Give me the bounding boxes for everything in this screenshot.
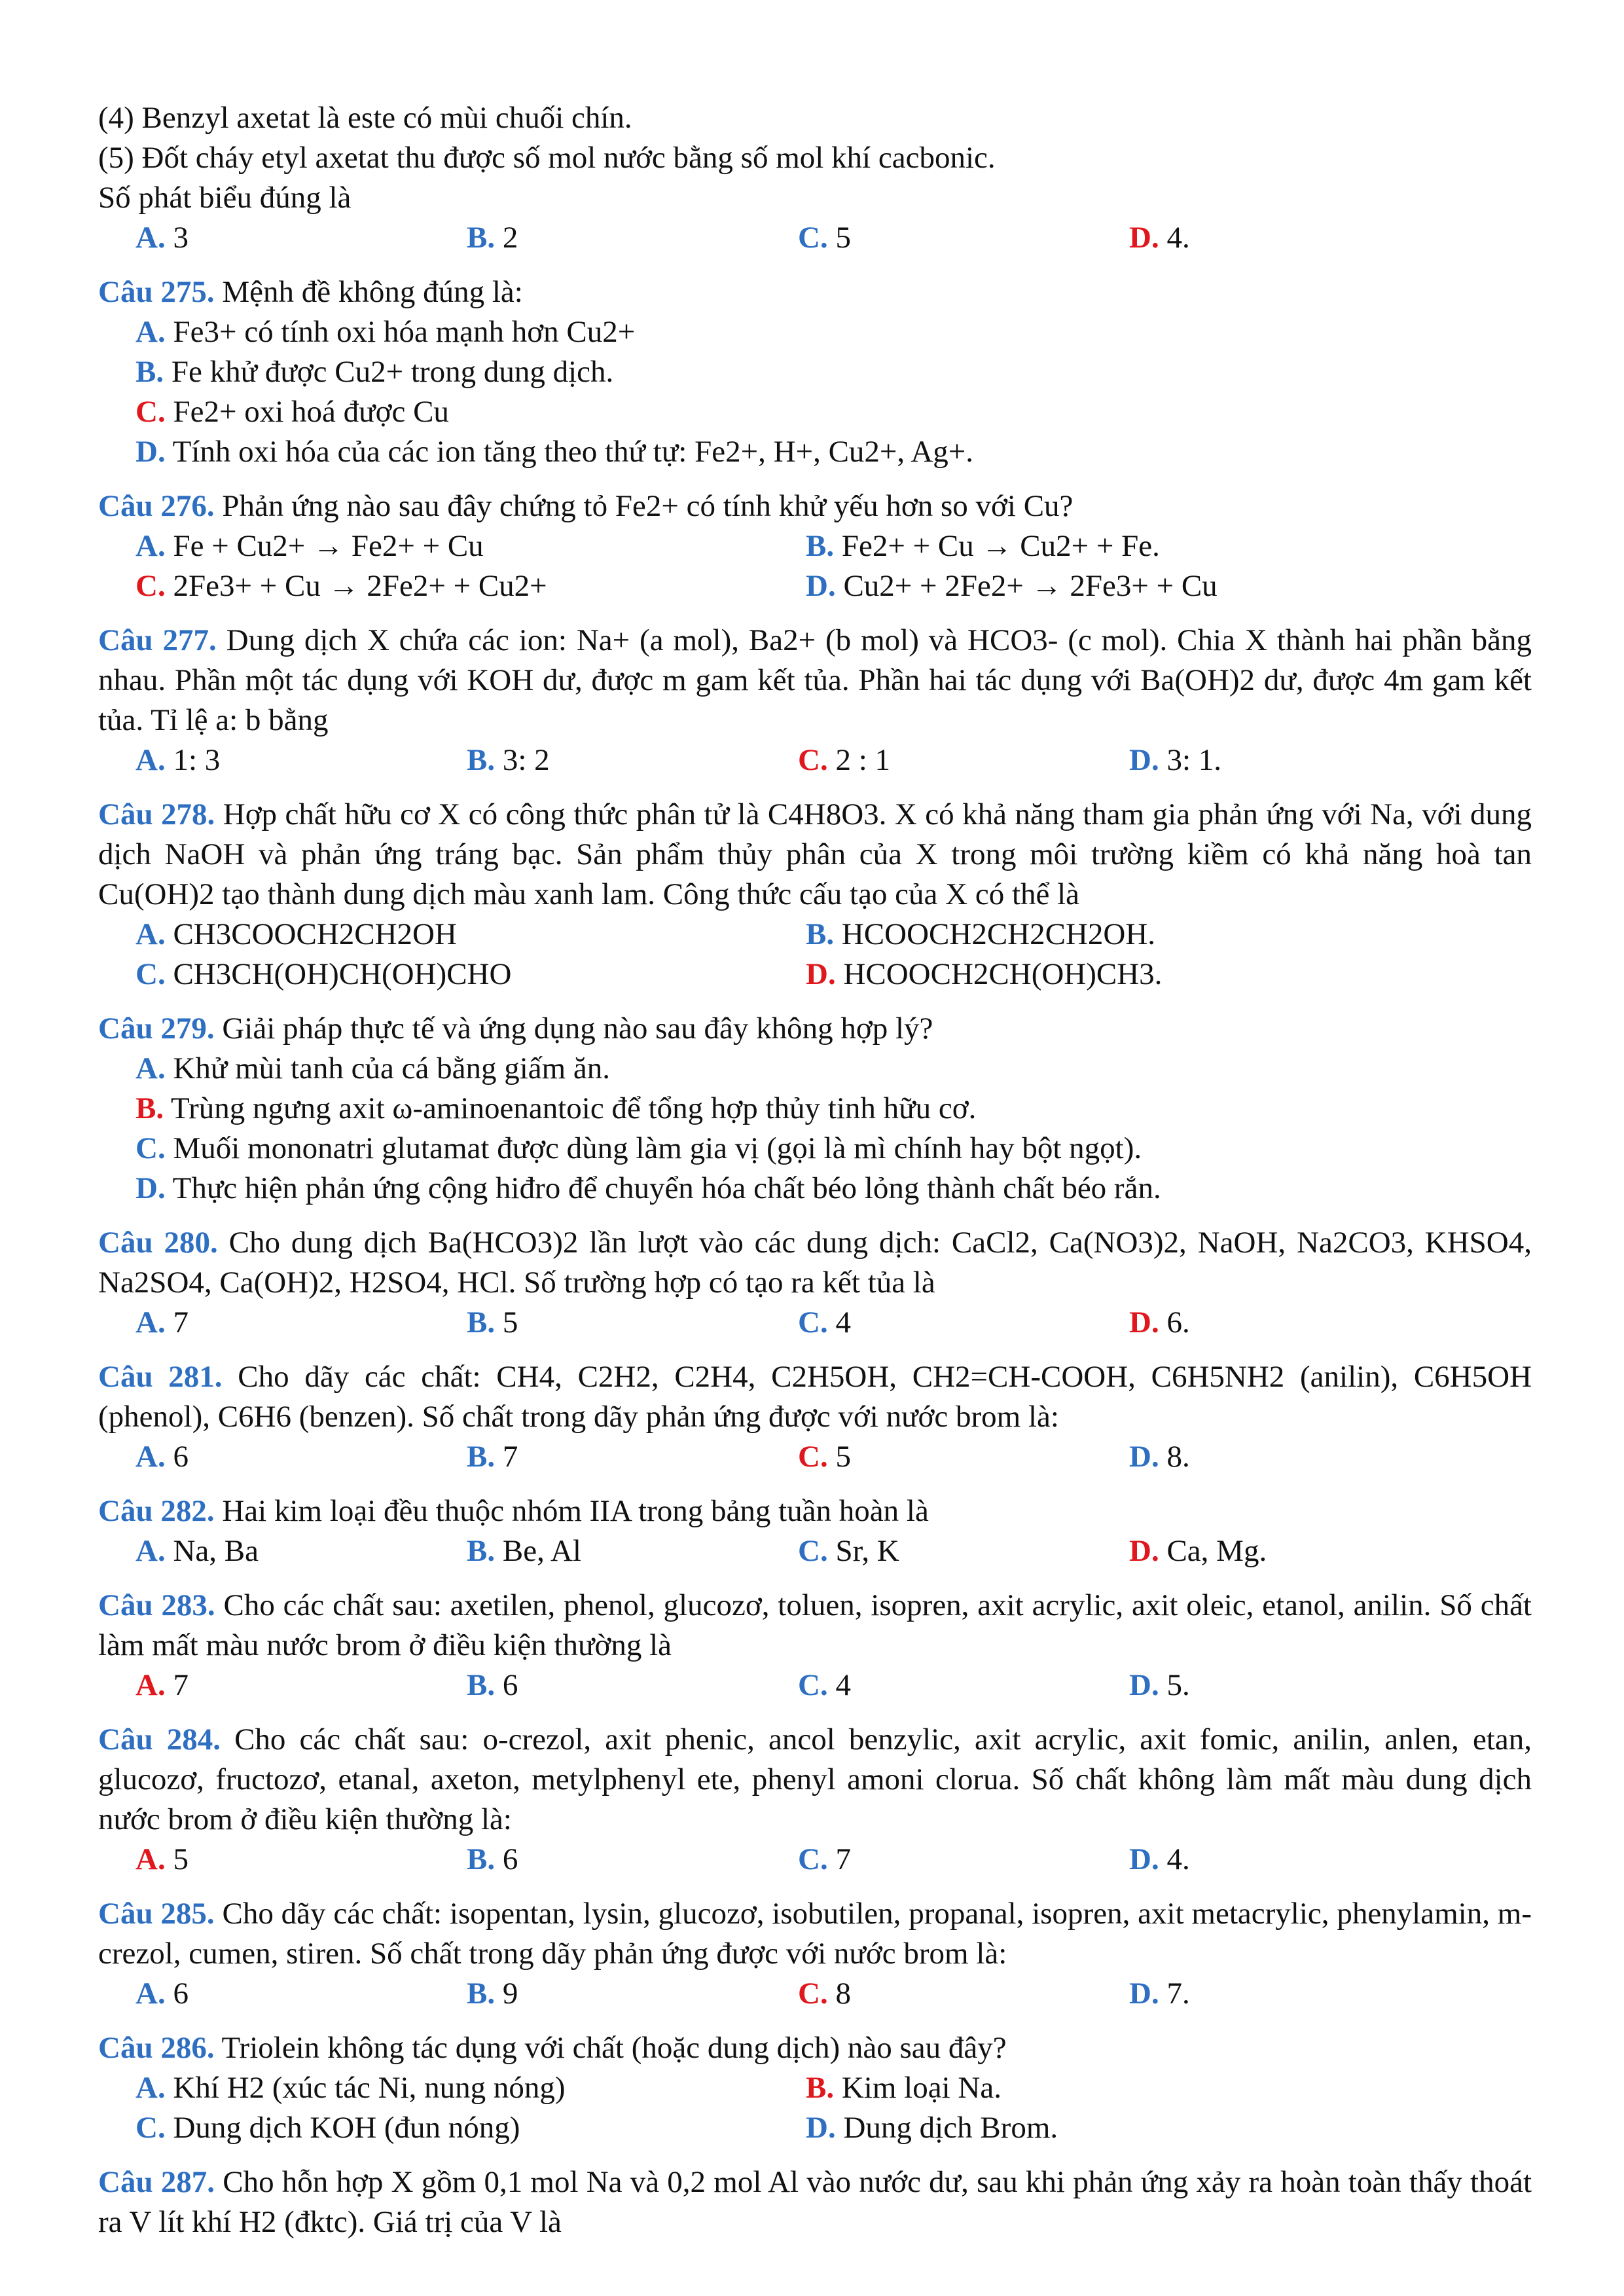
answer-options <box>98 1840 1532 1880</box>
question-text: Cho dung dịch Ba(HCO3)2 lần lượt vào các dung dịch: CaCl2, Ca(NO3)2, NaOH, Na2CO3, KHSO4, Na2SO4, Ca(OH)2, H2SO4, HCl. Số trường hợp có tạo ra kết tủa là <box>98 1226 1532 1300</box>
question-text: Triolein không tác dụng với chất (hoặc dung dịch) nào sau đây? <box>221 2031 1007 2065</box>
option-c[interactable]: C. 2 : 1 <box>798 743 891 777</box>
option-d[interactable]: D. Tính oxi hóa của các ion tăng theo thứ tự: Fe2+, H+, Cu2+, Ag+. <box>135 435 974 469</box>
option-a[interactable]: A. Fe3+ có tính oxi hóa mạnh hơn Cu2+ <box>135 315 636 349</box>
question-number: Câu 285. <box>98 1897 215 1931</box>
question-prompt: Số phát biểu đúng là <box>98 181 352 215</box>
option-c[interactable]: C. Dung dịch KOH (đun nóng) <box>135 2111 520 2145</box>
option-c[interactable]: C. 2Fe3+ + Cu → 2Fe2+ + Cu2+ <box>135 569 547 603</box>
option-c[interactable]: C. Sr, K <box>798 1534 899 1568</box>
option-b[interactable]: B. 2 <box>467 221 518 255</box>
question-text: Cho các chất sau: o-crezol, axit phenic, ancol benzylic, axit acrylic, axit fomic, anilin, anlen, etan, glucozơ, fructozơ, etanal, axeton, metylphenyl ete, phenyl amoni clorua. Số chất không làm mất màu dung dịch nước brom ở điều kiện thường là: <box>98 1722 1532 1836</box>
question-number: Câu 279. <box>98 1011 215 1046</box>
question-279 <box>98 1009 1532 1049</box>
question-number: Câu 280. <box>98 1226 218 1260</box>
exam-page <box>98 98 1532 2242</box>
answer-options <box>98 218 1532 258</box>
question-text: Hai kim loại đều thuộc nhóm IIA trong bảng tuần hoàn là <box>222 1494 929 1528</box>
option-d[interactable]: D. HCOOCH2CH(OH)CH3. <box>806 957 1163 991</box>
answer-options <box>98 1303 1532 1343</box>
option-b[interactable]: B. Trùng ngưng axit ω-aminoenantoic để tổng hợp thủy tinh hữu cơ. <box>135 1091 977 1125</box>
option-d[interactable]: D. 7. <box>1129 1977 1190 2011</box>
option-c[interactable]: C. 5 <box>798 221 851 255</box>
question-277 <box>98 621 1532 740</box>
question-number: Câu 282. <box>98 1494 215 1528</box>
answer-options <box>98 740 1532 780</box>
answer-options-row <box>98 566 1532 606</box>
question-283 <box>98 1586 1532 1666</box>
question-number: Câu 277. <box>98 623 217 657</box>
option-a[interactable]: A. 1: 3 <box>135 743 221 777</box>
question-text: Cho dãy các chất: CH4, C2H2, C2H4, C2H5OH, CH2=CH-COOH, C6H5NH2 (anilin), C6H5OH (phenol), C6H6 (benzen). Số chất trong dãy phản ứng được với nước brom là: <box>98 1360 1532 1434</box>
answer-options <box>98 1531 1532 1571</box>
option-d[interactable]: D. Dung dịch Brom. <box>806 2111 1058 2145</box>
option-c[interactable]: C. 4 <box>798 1305 851 1339</box>
option-a[interactable]: A. Khí H2 (xúc tác Ni, nung nóng) <box>135 2071 566 2105</box>
option-a[interactable]: A. Khử mùi tanh của cá bằng giấm ăn. <box>135 1051 611 1085</box>
answer-options <box>98 1666 1532 1705</box>
answer-options-row <box>98 2108 1532 2148</box>
option-b[interactable]: B. 3: 2 <box>467 743 550 777</box>
option-d[interactable]: D. 6. <box>1129 1305 1190 1339</box>
option-b[interactable]: B. 5 <box>467 1305 518 1339</box>
option-c[interactable]: C. CH3CH(OH)CH(OH)CHO <box>135 957 512 991</box>
option-d[interactable]: D. Ca, Mg. <box>1129 1534 1267 1568</box>
option-a[interactable]: A. Na, Ba <box>135 1534 259 1568</box>
option-d[interactable]: D. Cu2+ + 2Fe2+ → 2Fe3+ + Cu <box>806 569 1218 603</box>
option-c[interactable]: C. 4 <box>798 1668 851 1702</box>
option-b[interactable]: B. Fe2+ + Cu → Cu2+ + Fe. <box>806 529 1160 563</box>
option-c[interactable]: C. 7 <box>798 1842 851 1876</box>
statement-4: (4) Benzyl axetat là este có mùi chuối chín. <box>98 101 632 135</box>
answer-options-row <box>98 915 1532 955</box>
option-a[interactable]: A. 5 <box>135 1842 189 1876</box>
question-281 <box>98 1357 1532 1437</box>
question-275 <box>98 272 1532 312</box>
option-b[interactable]: B. 7 <box>467 1440 518 1474</box>
option-d[interactable]: D. 3: 1. <box>1129 743 1222 777</box>
option-d[interactable]: D. 4. <box>1129 221 1190 255</box>
option-b[interactable]: B. Be, Al <box>467 1534 581 1568</box>
question-280 <box>98 1223 1532 1303</box>
option-a[interactable]: A. CH3COOCH2CH2OH <box>135 917 457 951</box>
option-c[interactable]: C. 5 <box>798 1440 851 1474</box>
option-d[interactable]: D. Thực hiện phản ứng cộng hiđro để chuyển hóa chất béo lỏng thành chất béo rắn. <box>135 1171 1161 1205</box>
option-a[interactable]: A. 6 <box>135 1440 189 1474</box>
option-b[interactable]: B. Kim loại Na. <box>806 2071 1001 2105</box>
question-278 <box>98 795 1532 915</box>
option-c[interactable]: C. Muối mononatri glutamat được dùng làm gia vị (gọi là mì chính hay bột ngọt). <box>135 1131 1142 1165</box>
option-a[interactable]: A. 7 <box>135 1668 189 1702</box>
question-text: Cho dãy các chất: isopentan, lysin, glucozơ, isobutilen, propanal, isopren, axit metacrylic, phenylamin, m- crezol, cumen, stiren. Số chất trong dãy phản ứng được với nước brom là: <box>98 1897 1532 1971</box>
answer-options-row <box>98 2068 1532 2108</box>
option-c[interactable]: C. 8 <box>798 1977 851 2011</box>
question-282 <box>98 1491 1532 1531</box>
option-b[interactable]: B. 6 <box>467 1842 518 1876</box>
option-b[interactable]: B. HCOOCH2CH2CH2OH. <box>806 917 1156 951</box>
answer-options-row <box>98 526 1532 566</box>
answer-options-row <box>98 955 1532 994</box>
question-number: Câu 287. <box>98 2165 215 2199</box>
question-287 <box>98 2162 1532 2242</box>
option-d[interactable]: D. 8. <box>1129 1440 1190 1474</box>
option-b[interactable]: B. 9 <box>467 1977 518 2011</box>
question-number: Câu 284. <box>98 1722 221 1757</box>
question-number: Câu 281. <box>98 1360 223 1394</box>
question-number: Câu 278. <box>98 797 215 831</box>
question-text: Mệnh đề không đúng là: <box>222 275 523 309</box>
option-a[interactable]: A. 3 <box>135 221 189 255</box>
question-number: Câu 283. <box>98 1588 215 1622</box>
question-276 <box>98 486 1532 526</box>
option-d[interactable]: D. 4. <box>1129 1842 1190 1876</box>
option-b[interactable]: B. Fe khử được Cu2+ trong dung dịch. <box>135 355 614 389</box>
question-text: Hợp chất hữu cơ X có công thức phân tử là C4H8O3. X có khả năng tham gia phản ứng với Na, với dung dịch NaOH và phản ứng tráng bạc. Sản phẩm thủy phân của X trong môi trường kiềm có khả năng hoà tan Cu(OH)2 tạo thành dung dịch màu xanh lam. Công thức cấu tạo của X có thể là <box>98 797 1532 911</box>
option-a[interactable]: A. 6 <box>135 1977 189 2011</box>
question-number: Câu 275. <box>98 275 215 309</box>
question-text: Phản ứng nào sau đây chứng tỏ Fe2+ có tính khử yếu hơn so với Cu? <box>222 489 1074 523</box>
question-text: Cho hỗn hợp X gồm 0,1 mol Na và 0,2 mol Al vào nước dư, sau khi phản ứng xảy ra hoàn toàn thấy thoát ra V lít khí H2 (đktc). Giá trị của V là <box>98 2165 1532 2239</box>
option-b[interactable]: B. 6 <box>467 1668 518 1702</box>
answer-options <box>98 1437 1532 1477</box>
option-a[interactable]: A. 7 <box>135 1305 189 1339</box>
option-a[interactable]: A. Fe + Cu2+ → Fe2+ + Cu <box>135 529 484 563</box>
question-text: Cho các chất sau: axetilen, phenol, glucozơ, toluen, isopren, axit acrylic, axit oleic, etanol, anilin. Số chất làm mất màu nước brom ở điều kiện thường là <box>98 1588 1532 1662</box>
question-number: Câu 286. <box>98 2031 215 2065</box>
option-d[interactable]: D. 5. <box>1129 1668 1190 1702</box>
option-c[interactable]: C. Fe2+ oxi hoá được Cu <box>135 395 449 429</box>
question-284 <box>98 1720 1532 1840</box>
question-number: Câu 276. <box>98 489 215 523</box>
question-text: Dung dịch X chứa các ion: Na+ (a mol), Ba2+ (b mol) và HCO3- (c mol). Chia X thành hai phần bằng nhau. Phần một tác dụng với KOH dư, được m gam kết tủa. Phần hai tác dụng với Ba(OH)2 dư, được 4m gam kết tủa. Tỉ lệ a: b bằng <box>98 623 1532 737</box>
statement-5: (5) Đốt cháy etyl axetat thu được số mol nước bằng số mol khí cacbonic. <box>98 141 996 175</box>
answer-options <box>98 1974 1532 2014</box>
question-286 <box>98 2028 1532 2068</box>
question-285 <box>98 1894 1532 1974</box>
question-text: Giải pháp thực tế và ứng dụng nào sau đây không hợp lý? <box>222 1011 933 1046</box>
